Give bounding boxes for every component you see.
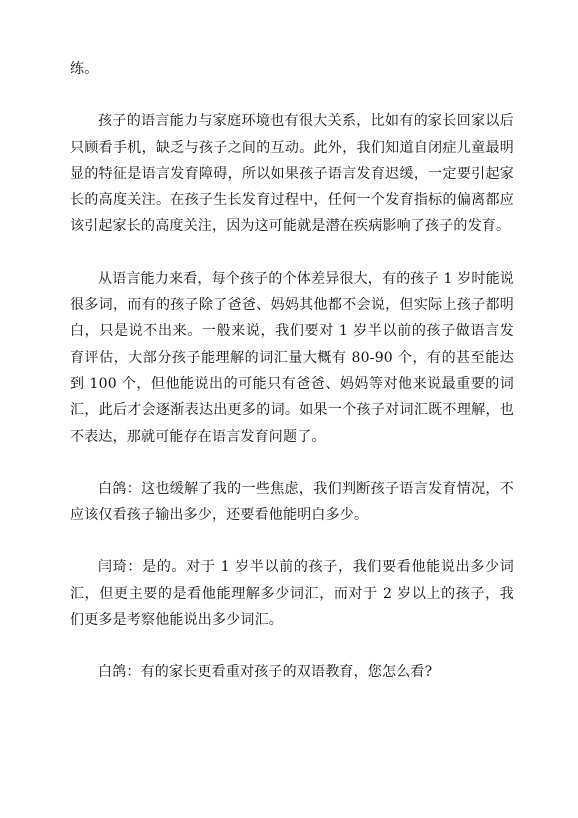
paragraph-family-environment: 孩子的语言能力与家庭环境也有很大关系，比如有的家长回家以后只顾看手机，缺乏与孩子之间的互动。此外，我们知道自闭症儿童最明显的特征是语言发育障碍，所以如果孩子语言发育迟缓，一定要引起家长的高度关注。在孩子生长发育过程中，任何一个发育指标的偏离都应该引起家长的高度关注，因为这可能就是潜在疾病影响了孩子的发育。 <box>70 113 514 235</box>
paragraph-baige-question: 白鸽：有的家长更看重对孩子的双语教育，您怎么看? <box>98 664 433 681</box>
paragraph-baige-reply: 白鸽：这也缓解了我的一些焦虑，我们判断孩子语言发育情况，不应该仅看孩子输出多少，还要看他能明白多少。 <box>70 480 514 524</box>
paragraph-continuation: 练。 <box>70 61 99 77</box>
paragraph-yanqi-reply: 闫琦：是的。对于 1 岁半以前的孩子，我们要看他能说出多少词汇，但更主要的是看他能理解多少词汇，而对于 2 岁以上的孩子，我们更多是考察他能说出多少词汇。 <box>70 559 514 629</box>
paragraph-language-ability: 从语言能力来看，每个孩子的个体差异很大，有的孩子 1 岁时能说很多词，而有的孩子除了爸爸、妈妈其他都不会说，但实际上孩子都明白，只是说不出来。一般来说，我们要对 1 岁半以前的孩子做语言发育评估，大部分孩子能理解的词汇量大概有 80-90 个，有的甚至能达到 100 个，但他能说出的可能只有爸爸、妈妈等对他来说最重要的词汇，此后才会逐渐表达出更多的词。如果一个孩子对词汇既不理解，也不表达，那就可能存在语言发育问题了。 <box>70 270 515 445</box>
